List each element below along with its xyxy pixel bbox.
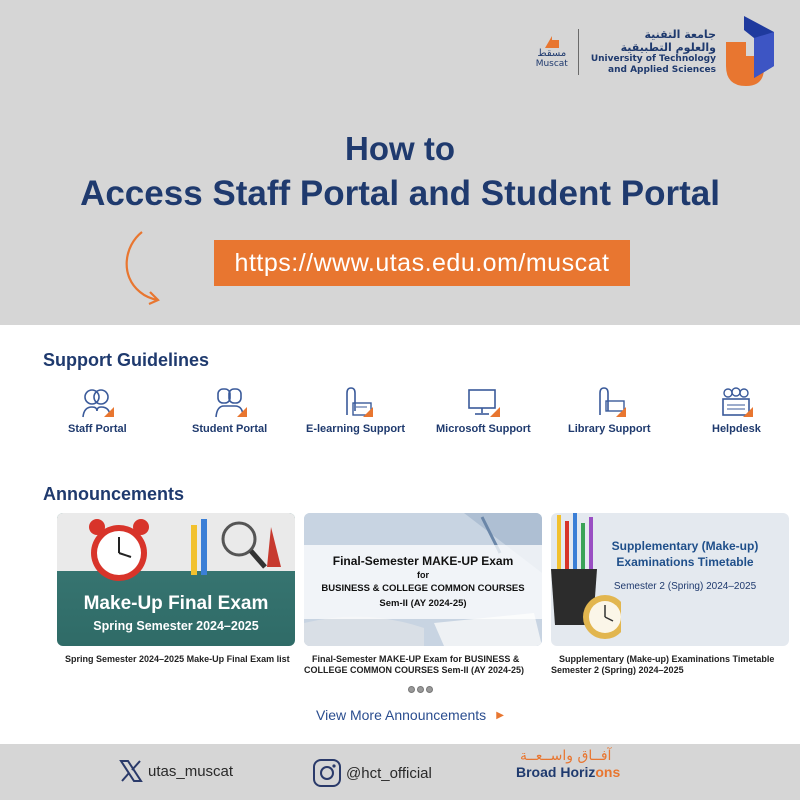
carousel-pagination [408,686,433,693]
broad-horizons-ar: آفــاق واســعــة [520,748,612,764]
announcement-card-image[interactable] [304,513,542,646]
play-arrow-icon: ▶ [496,709,504,721]
card-image-subtitle: Spring Semester 2024–2025 [93,619,259,633]
card-image-title: Make-Up Final Exam [83,593,269,614]
announcement-caption: Supplementary (Make-up) Examinations Timetable Semester 2 (Spring) 2024–2025 [551,654,775,676]
carousel-dot[interactable] [417,686,424,693]
support-item-label: Helpdesk [712,423,761,435]
instagram-handle: @hct_official [346,764,432,782]
announcement-caption-link[interactable] [551,654,789,677]
instagram-logo-icon [312,758,342,788]
support-item-student-portal[interactable] [192,385,267,435]
alarm-clock-icon [79,515,159,585]
announcements-heading: Announcements [43,484,185,504]
stationery-icon [187,517,287,575]
support-guidelines-heading: Support Guidelines [43,350,210,370]
support-item-label: E-learning Support [306,423,405,435]
helpdesk-icon [719,385,753,419]
page-title-line-1: How to [345,130,455,167]
footer [0,744,800,800]
curved-arrow-icon [118,228,166,308]
support-item-label: Staff Portal [68,423,127,435]
card-image-line-4: Sem-II (AY 2024-25) [379,598,467,609]
view-more-label: View More Announcements [316,707,487,723]
support-item-label: Library Support [568,423,651,435]
elearning-clip-icon [339,385,373,419]
announcement-caption: Final-Semester MAKE-UP Exam for BUSINESS & COLLEGE COMMON COURSES Sem-II (AY 2024-25) [304,654,525,676]
view-more-announcements-link[interactable] [316,707,504,723]
broad-horizons-en [516,764,620,780]
support-item-label: Student Portal [192,423,268,435]
university-logo[interactable] [536,16,776,88]
carousel-dot[interactable] [426,686,433,693]
university-name-en-2: and Applied Sciences [608,64,716,75]
support-item-staff-portal[interactable] [68,385,127,435]
support-links [40,385,780,445]
staff-users-icon [80,385,114,419]
support-item-library[interactable] [568,385,651,435]
student-users-icon [213,385,247,419]
card-image-title-1: Supplementary (Make-up) [611,539,759,553]
broad-horizons-logo [516,748,620,780]
support-item-label: Microsoft Support [436,423,531,435]
support-item-helpdesk[interactable] [712,385,761,435]
announcement-caption-link[interactable] [304,654,544,677]
broad-horizons-en-b: ons [595,764,621,780]
announcement-card-image[interactable] [57,513,295,646]
x-social-link[interactable] [118,758,233,784]
campus-label [536,36,568,69]
x-handle: utas_muscat [148,762,234,780]
x-logo-icon [118,758,144,784]
hero-banner [0,0,800,325]
portal-url-link[interactable]: https://www.utas.edu.om/muscat [214,240,630,286]
university-name [591,29,716,75]
utas-logo-mark-icon [724,16,776,88]
campus-name-en: Muscat [535,58,568,69]
card-image-line-2: for [417,570,429,580]
university-name-ar-2: والعلوم التطبيقية [620,40,716,54]
card-image-line-3: BUSINESS & COLLEGE COMMON COURSES [321,583,525,594]
monitor-icon [466,385,500,419]
card-image-title-2: Examinations Timetable [616,555,754,569]
announcement-caption-link[interactable] [57,654,295,665]
page-title-line-2: Access Staff Portal and Student Portal [80,174,720,213]
instagram-social-link[interactable] [312,758,432,788]
carousel-dot[interactable] [408,686,415,693]
support-item-microsoft[interactable] [436,385,531,435]
pencil-cup-icon [551,513,621,646]
broad-horizons-en-a: Broad Horiz [516,764,596,780]
university-name-en-1: University of Technology [590,54,716,65]
university-name-ar-1: جامعة التقنية [644,28,716,42]
logo-divider [578,29,579,75]
campus-mark-icon [545,36,559,48]
card-image-title: Final-Semester MAKE-UP Exam [332,554,514,568]
library-clip-icon [592,385,626,419]
support-item-elearning[interactable] [306,385,405,435]
announcement-card-image[interactable] [551,513,789,646]
campus-name-ar: مسقط [537,47,567,59]
announcement-caption: Spring Semester 2024–2025 Make-Up Final Exam list [65,654,290,664]
card-image-subtitle: Semester 2 (Spring) 2024–2025 [613,581,757,592]
